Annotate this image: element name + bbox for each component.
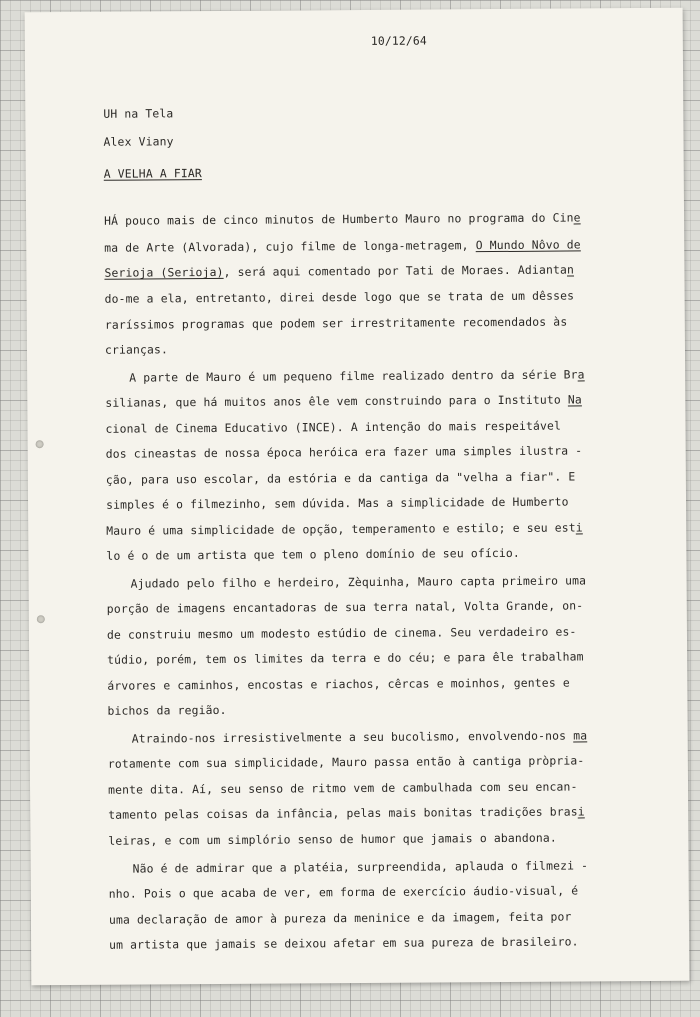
paragraph-line: um artista que jamais se deixou afetar em sua pureza de brasileiro. [109,934,579,952]
underlined-run: O Mundo Nôvo de [475,237,581,253]
paragraph-line: simples é o filmezinho, sem dúvida. Mas a simplicidade de Humberto [106,494,569,512]
paragraph-line: crianças. [104,342,169,357]
underlined-run: Na [567,392,582,407]
paragraph-line: uma declaração de amor à pureza da meninice e da imagem, feita por [108,909,572,927]
paragraph-line: de construiu mesmo um modesto estúdio de cinema. Seu verdadeiro es- [106,624,577,642]
paragraph-line [104,264,574,279]
paragraph-line: Não é de admirar que a platéia, surpreendida, aplauda o filmezi - [132,858,589,876]
typewritten-page [25,8,690,986]
paragraph-line: mente dita. Aí, seu senso de ritmo vem de cambulhada com seu encan- [107,779,578,797]
text-run: silianas, que há muitos anos êle vem construindo para o Instituto [105,392,568,410]
paragraph-line: do-me a ela, entretanto, direi desde logo que se trata de um dêsses [104,288,575,306]
text-run: ma de Arte (Alvorada), cujo filme de longa-metragem, [104,238,476,255]
paragraph-line [104,239,581,254]
underlined-run: i [575,520,583,535]
paragraph-line [108,806,585,821]
text-run: A parte de Mauro é um pequeno filme realizado dentro da série Br [129,367,578,385]
text-run: tamento pelas coisas da infância, pelas mais bonitas tradições bras [108,804,578,822]
underlined-run: i [577,804,585,819]
text-run: HÁ pouco mais de cinco minutos de Humberto Mauro no programa do Cin [104,210,574,228]
paragraph-line: ção, para uso escolar, da estória e da cantiga da "velha a fiar". E [105,469,576,487]
article-title: A VELHA A FIAR [103,166,202,181]
text-run: Atraindo-nos irresistivelmente a seu bucolismo, envolvendo-nos [131,728,574,746]
paragraph-line: raríssimos programas que podem ser irrestritamente recomendados às [104,314,568,332]
underlined-run: n [566,262,575,277]
paragraph-line [105,394,582,409]
paragraph-line [129,369,585,384]
column-name: UH na Tela [103,106,174,121]
paragraph-line: Ajudado pelo filho e herdeiro, Zèquinha, Mauro capta primeiro uma [130,573,587,591]
paragraph-line [106,522,583,537]
document-date: 10/12/64 [370,33,427,48]
paragraph-line [132,730,588,745]
paragraph-line: rotamente com sua simplicidade, Mauro passa então à cantiga pròpria- [107,753,585,771]
paragraph-line: cional de Cinema Educativo (INCE). A intenção do mais respeitável [105,418,562,436]
text-run: Mauro é uma simplicidade de opção, temperamento e estilo; e seu est [106,520,576,538]
paragraph-line: nho. Pois o que acaba de ver, em forma de exercício áudio-visual, é [108,883,579,901]
paragraph-line: leiras, e com um simplório senso de humor que jamais o abandona. [108,830,557,848]
paragraph-line: dos cineastas de nossa época heróica era fazer uma simples ilustra - [105,443,583,461]
paragraph-line: bichos da região. [107,702,227,718]
paragraph-line: lo é o de um artista que tem o pleno domínio de seu ofício. [106,545,520,563]
underlined-run: a [577,367,585,382]
underlined-run: ma [573,728,588,743]
punch-hole [37,615,45,623]
author-name: Alex Viany [103,134,174,149]
paragraph-line: túdio, porém, tem os limites da terra e do céu; e para êle trabalham [107,649,584,667]
paragraph-line: árvores e caminhos, encostas e riachos, cêrcas e moinhos, gentes e [107,675,570,693]
paragraph-line: porção de imagens encantadoras de sua terra natal, Volta Grande, on- [106,598,584,616]
underlined-run: e [573,210,581,225]
paragraph-line [104,212,581,227]
punch-hole [36,440,44,448]
text-run: , será aqui comentado por Tati de Moraes. Adianta [223,262,568,279]
underlined-run: Serioja (Serioja) [104,264,224,280]
